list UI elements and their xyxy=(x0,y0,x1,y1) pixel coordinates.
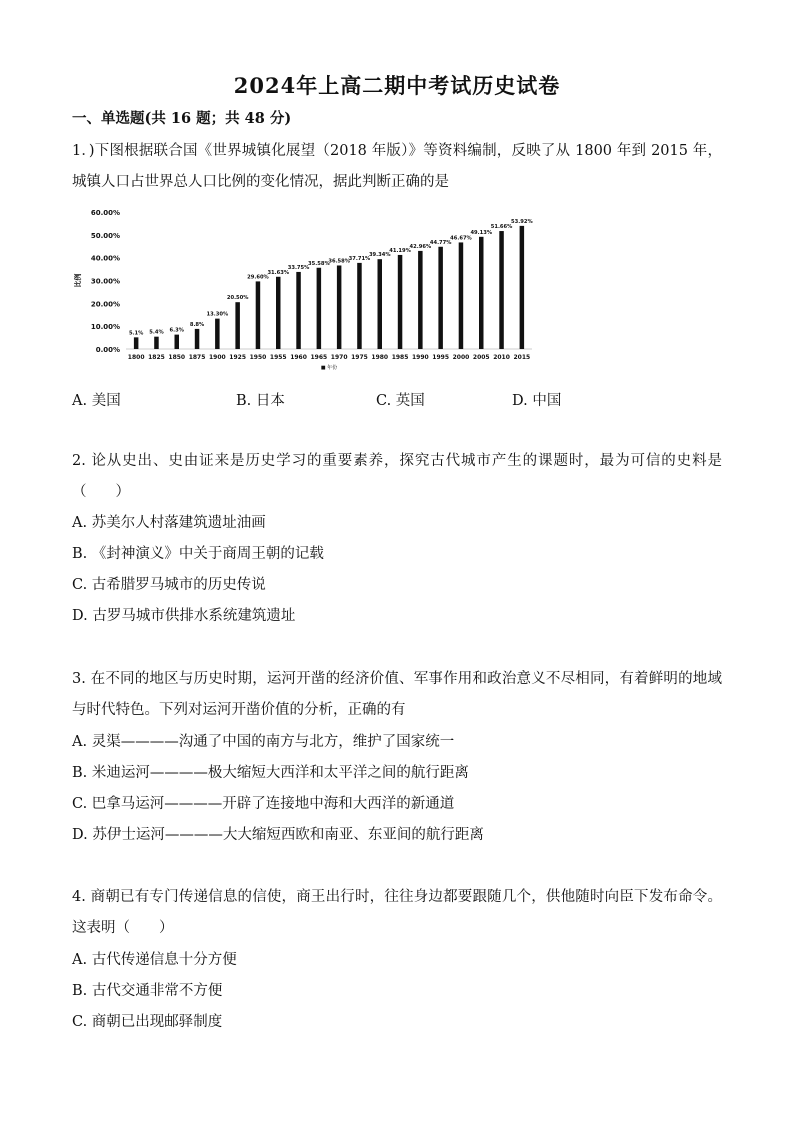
data-label: 31.63% xyxy=(267,269,290,276)
x-tick-label: 1980 xyxy=(371,354,389,361)
y-tick-label: 40.00% xyxy=(90,254,120,263)
q1-option-a: A. 美国 xyxy=(72,393,121,409)
x-tick-label: 1955 xyxy=(269,354,287,361)
bar xyxy=(235,302,240,349)
data-label: 39.34% xyxy=(368,252,391,259)
x-tick-label: 2000 xyxy=(452,354,470,361)
q3-option-c: C. 巴拿马运河————开辟了连接地中海和大西洋的新通道 xyxy=(72,796,455,812)
y-tick-label: 0.00% xyxy=(95,346,120,354)
x-tick-label: 1985 xyxy=(391,354,409,361)
bar xyxy=(276,277,281,349)
q4-option-a: A. 古代传递信息十分方便 xyxy=(72,952,237,968)
x-tick-label: 1975 xyxy=(351,354,368,361)
legend-entry: ■ 年份 xyxy=(320,365,338,371)
bar xyxy=(520,226,525,349)
data-label: 13.30% xyxy=(206,311,229,318)
data-label: 49.13% xyxy=(470,229,493,236)
data-label: 37.71% xyxy=(348,255,371,262)
y-tick-label: 30.00% xyxy=(90,277,120,286)
x-tick-label: 1925 xyxy=(229,354,247,361)
y-tick-label: 10.00% xyxy=(90,323,120,332)
bar xyxy=(499,231,504,349)
bar xyxy=(378,259,383,349)
bar xyxy=(256,281,261,349)
question-4-stem: 4. 商朝已有专门传递信息的信使，商王出行时，往往身边都要跟随几个，供他随时向臣下发布命令。这表明（ ） xyxy=(72,889,722,936)
urbanization-bar-chart xyxy=(72,202,542,372)
question-1-stem: 1．)下图根据联合国《世界城镇化展望（2018 年版）》等资料编制，反映了从 1800 年到 2015 年，城镇人口占世界总人口比例的变化情况，据此判断正确的是 xyxy=(72,143,722,190)
data-label: 46.67% xyxy=(450,235,472,242)
data-label: 42.96% xyxy=(409,243,432,250)
bar xyxy=(154,337,159,349)
data-label: 33.75% xyxy=(287,264,310,271)
bar xyxy=(438,247,443,349)
q2-option-c: C. 古希腊罗马城市的历史传说 xyxy=(72,577,266,593)
bar xyxy=(215,319,220,349)
section-heading: 一、单选题(共 16 题；共 48 分) xyxy=(72,110,292,127)
question-3-stem: 3. 在不同的地区与历史时期，运河开凿的经济价值、军事作用和政治意义不尽相同，有着鲜明的地域与时代特色。下列对运河开凿价值的分析，正确的有 xyxy=(72,671,722,718)
y-axis-label: 比例 xyxy=(74,273,82,288)
data-label: 35.58% xyxy=(308,260,330,267)
bar xyxy=(175,335,180,349)
q2-option-b: B. 《封神演义》中关于商周王朝的记载 xyxy=(72,546,324,562)
y-tick-label: 50.00% xyxy=(90,231,120,240)
x-tick-label: 1900 xyxy=(208,354,226,361)
x-tick-label: 2005 xyxy=(472,354,490,361)
bar xyxy=(479,237,484,349)
bar xyxy=(418,251,423,349)
q1-option-d: D. 中国 xyxy=(512,393,562,409)
data-label: 29.60% xyxy=(247,274,269,281)
data-label: 51.66% xyxy=(490,224,513,231)
bar xyxy=(398,255,403,349)
data-label: 41.19% xyxy=(389,247,411,254)
data-label: 5.4% xyxy=(149,329,164,336)
data-label: 36.58% xyxy=(328,258,350,265)
x-tick-label: 1970 xyxy=(330,354,348,361)
data-label: 8.8% xyxy=(189,321,205,328)
q1-option-b: B. 日本 xyxy=(236,393,285,409)
bar xyxy=(195,329,200,349)
data-label: 5.1% xyxy=(128,330,144,337)
x-tick-label: 1965 xyxy=(310,354,328,361)
y-tick-label: 20.00% xyxy=(90,300,120,309)
q2-option-a: A. 苏美尔人村落建筑遗址油画 xyxy=(72,515,266,531)
q2-option-d: D. 古罗马城市供排水系统建筑遗址 xyxy=(72,608,296,624)
q4-option-c: C. 商朝已出现邮驿制度 xyxy=(72,1014,223,1030)
data-label: 44.77% xyxy=(429,239,452,246)
bar xyxy=(337,265,342,349)
q1-option-c: C. 英国 xyxy=(376,393,425,409)
q4-option-b: B. 古代交通非常不方便 xyxy=(72,983,223,999)
question-2-stem: 2. 论从史出、史由证来是历史学习的重要素养，探究古代城市产生的课题时，最为可信的史料是（ ） xyxy=(72,453,722,500)
x-tick-label: 2010 xyxy=(493,354,510,361)
bar xyxy=(317,268,322,349)
bar xyxy=(296,272,301,349)
bar xyxy=(357,263,362,349)
data-label: 53.92% xyxy=(511,218,533,225)
q3-option-d: D. 苏伊士运河————大大缩短西欧和南亚、东亚间的航行距离 xyxy=(72,827,484,843)
data-label: 6.3% xyxy=(169,327,184,334)
x-tick-label: 1800 xyxy=(127,354,145,361)
page-title: 2024年上高二期中考试历史试卷 xyxy=(233,73,561,98)
x-tick-label: 1825 xyxy=(148,354,165,361)
q3-option-a: A. 灵渠————沟通了中国的南方与北方，维护了国家统一 xyxy=(72,734,455,750)
x-tick-label: 1850 xyxy=(168,354,186,361)
data-label: 20.50% xyxy=(226,295,249,302)
q3-option-b: B. 米迪运河————极大缩短大西洋和太平洋之间的航行距离 xyxy=(72,765,469,781)
y-tick-label: 60.00% xyxy=(90,209,120,217)
x-tick-label: 1990 xyxy=(411,354,429,361)
x-tick-label: 1995 xyxy=(432,354,450,361)
x-tick-label: 1875 xyxy=(188,354,206,361)
x-tick-label: 1960 xyxy=(290,354,307,361)
bar xyxy=(459,242,464,349)
x-tick-label: 2015 xyxy=(513,354,531,361)
bar xyxy=(134,337,139,349)
x-tick-label: 1950 xyxy=(249,354,267,361)
